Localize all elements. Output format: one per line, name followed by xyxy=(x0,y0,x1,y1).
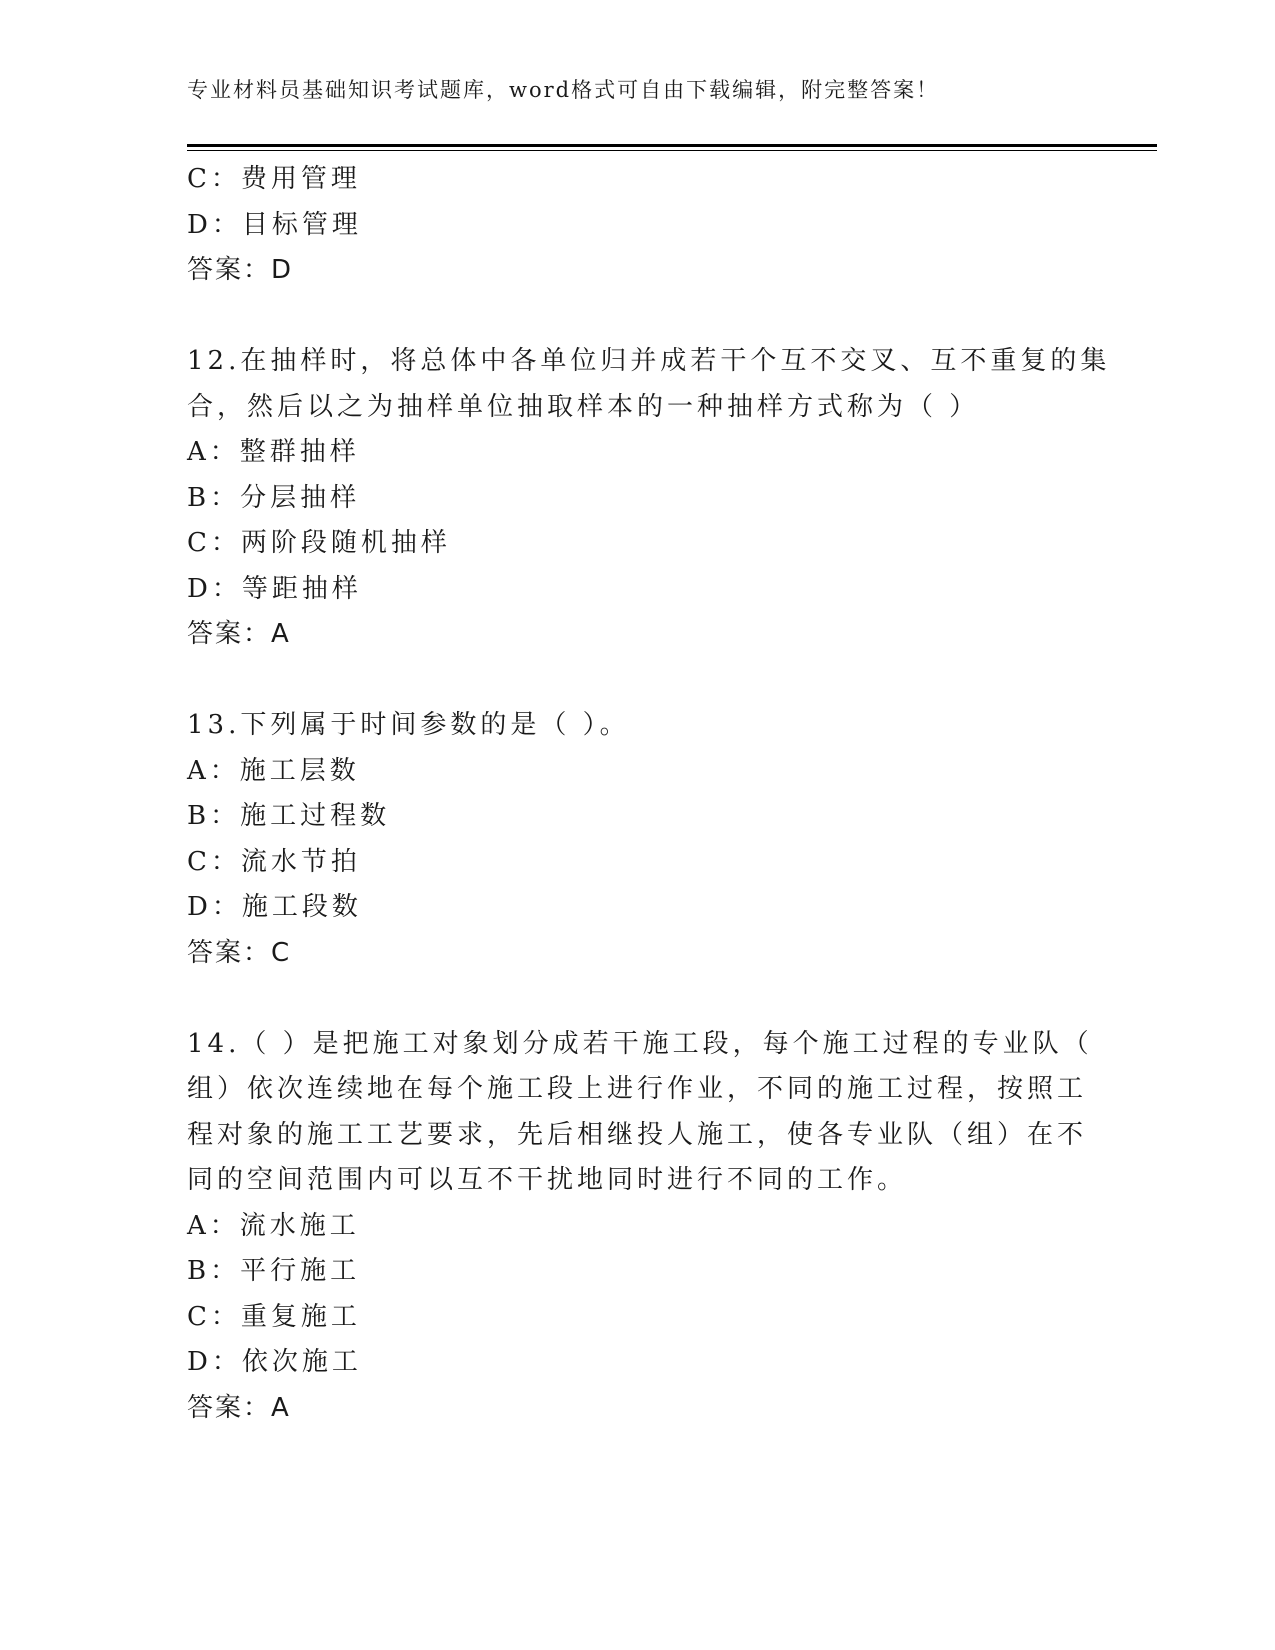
question-content xyxy=(187,157,1111,1431)
page-header: 专业材料员基础知识考试题库，word格式可自由下载编辑，附完整答案！ xyxy=(187,78,940,102)
option-c: C：两阶段随机抽样 xyxy=(187,528,451,558)
option-c: C：重复施工 xyxy=(187,1301,361,1332)
option-b: B：分层抽样 xyxy=(187,482,361,513)
option-d: D：等距抽样 xyxy=(187,573,362,604)
option-a: A：整群抽样 xyxy=(187,437,360,467)
option-c: C：流水节拍 xyxy=(187,846,361,877)
question-14-stem: 14.（ ）是把施工对象划分成若干施工段，每个施工过程的专业队（ 组）依次连续地在每个施工段上进行作业，不同的施工过程，按照工 程对象的施工工艺要求，先后相继投人施工，使各专业队（组）在不 同的空间范围内可以互不干扰地同时进行不同的工作。 xyxy=(187,1028,1093,1195)
answer-line: 答案：D xyxy=(187,255,294,285)
question-12-stem: 12.在抽样时，将总体中各单位归并成若干个互不交叉、互不重复的集 合，然后以之为抽样单位抽取样本的一种抽样方式称为（ ） xyxy=(187,346,1111,422)
question-13-stem: 13.下列属于时间参数的是（ ）。 xyxy=(187,710,630,740)
option-a: A：流水施工 xyxy=(187,1210,360,1241)
option-d: D：目标管理 xyxy=(187,209,362,240)
header-rule-thick xyxy=(187,144,1157,147)
option-c: C：费用管理 xyxy=(187,164,361,194)
option-d: D：依次施工 xyxy=(187,1347,362,1377)
header-rule-thin xyxy=(187,150,1157,151)
option-a: A：施工层数 xyxy=(187,755,360,786)
option-d: D：施工段数 xyxy=(187,892,362,922)
answer-line: 答案：A xyxy=(187,619,291,649)
option-b: B：施工过程数 xyxy=(187,801,391,831)
answer-line: 答案：C xyxy=(187,937,292,968)
answer-line: 答案：A xyxy=(187,1392,291,1423)
option-b: B：平行施工 xyxy=(187,1256,361,1286)
